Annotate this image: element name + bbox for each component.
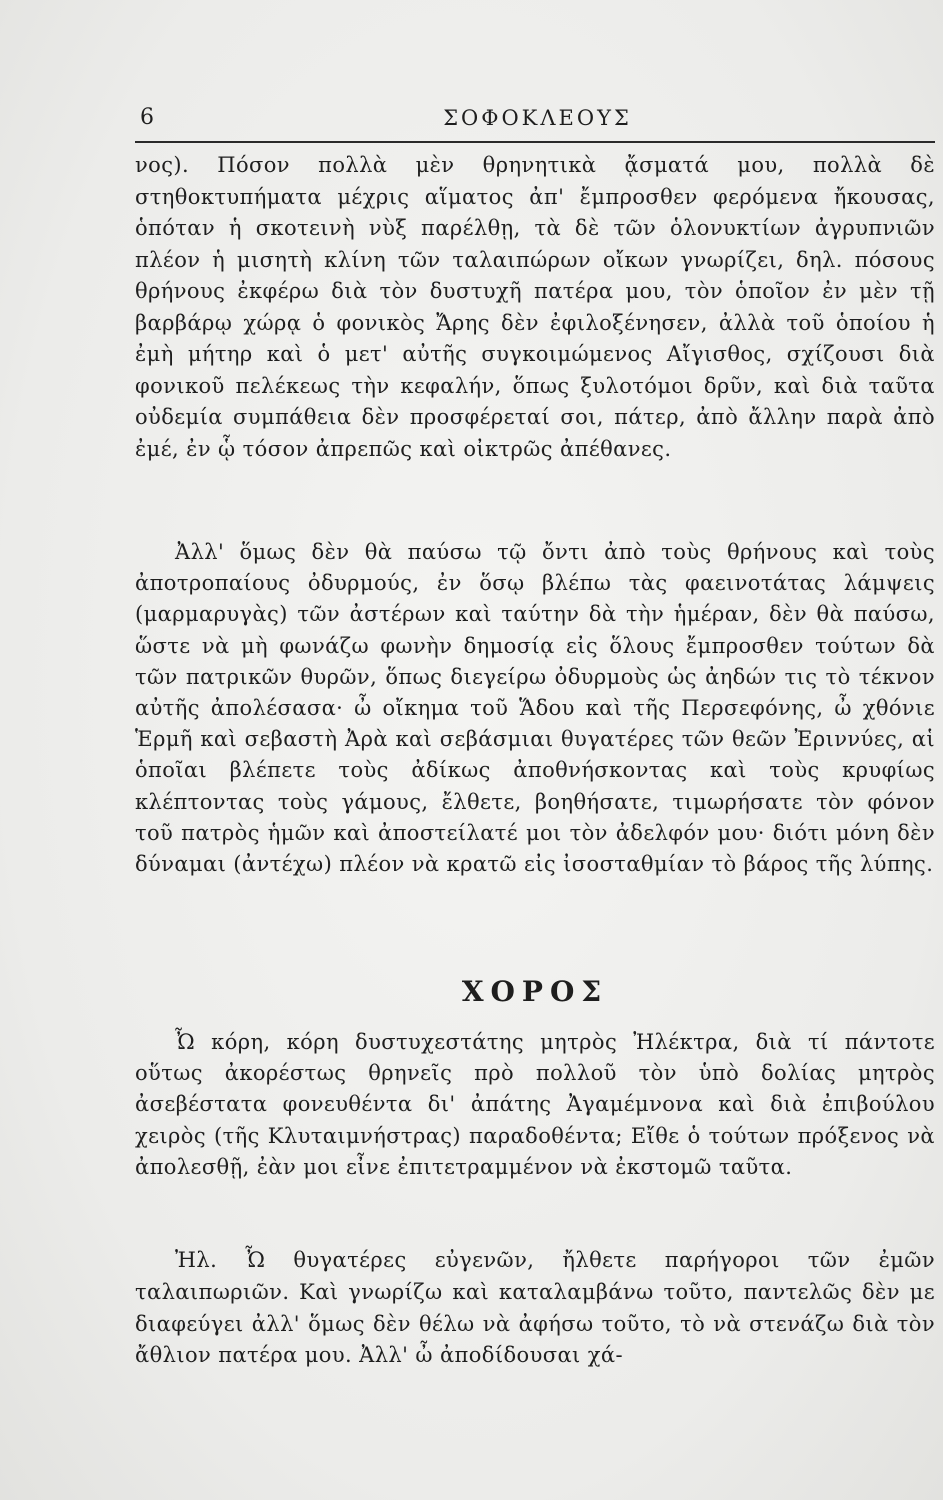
text-block-1 — [135, 150, 935, 465]
paragraph: Ἠλ. Ὦ θυγατέρες εὐγενῶν, ἤλθετε παρήγοροι τῶν ἐμῶν ταλαιπωριῶν. Καὶ γνωρίζω καὶ καταλαμβάνω τοῦτο, παντελῶς δὲν με διαφεύγει ἀλλ' ὅμως δὲν θέλω νὰ ἀφήσω τοῦτο, τὸ νὰ στενάζω διὰ τὸν ἄθλιον πατέρα μου. Ἀλλ' ὦ ἀποδίδουσαι χά- — [135, 1248, 935, 1368]
paragraph: Ὦ κόρη, κόρη δυστυχεστάτης μητρὸς Ἠλέκτρα, διὰ τί πάντοτε οὕτως ἀκορέστως θρηνεῖς πρὸ πολλοῦ τὸν ὑπὸ δολίας μητρὸς ἀσεβέστατα φονευθέντα δι' ἀπάτης Ἀγαμέμνονα καὶ διὰ ἐπιβούλου χειρὸς (τῆς Κλυταιμνήστρας) παραδοθέντα; Εἴθε ὁ τούτων πρόξενος νὰ ἀπολεσθῇ, ἐὰν μοι εἶνε ἐπιτετραμμένον νὰ ἐκστομῶ ταῦτα. — [135, 1030, 935, 1179]
text-block-3 — [135, 1027, 935, 1183]
page-header — [140, 98, 935, 138]
running-title: ΣΟΦΟΚΛΕΟΥΣ — [443, 106, 632, 130]
page-number: 6 — [140, 105, 154, 130]
section-heading: ΧΟΡΟΣ — [461, 975, 609, 1008]
text-block-2 — [135, 537, 935, 880]
header-rule — [135, 141, 935, 143]
paragraph: Ἀλλ' ὅμως δὲν θὰ παύσω τῷ ὄντι ἀπὸ τοὺς θρήνους καὶ τοὺς ἀποτροπαίους ὀδυρμούς, ἐν ὅσῳ βλέπω τὰς φαεινοτάτας λάμψεις (μαρμαρυγὰς) τῶν ἀστέρων καὶ ταύτην δὰ τὴν ἡμέραν, δὲν θὰ παύσω, ὥστε νὰ μὴ φωνάζω φωνὴν δημοσίᾳ εἰς ὅλους ἔμπροσθεν τούτων δὰ τῶν πατρικῶν θυρῶν, ὅπως διεγείρω ὀδυρμοὺς ὡς ἀηδών τις τὸ τέκνον αὐτῆς ἀπολέσασα· ὦ οἴκημα τοῦ Ἅδου καὶ τῆς Περσεφόνης, ὦ χθόνιε Ἑρμῆ καὶ σεβαστὴ Ἀρὰ καὶ σεβάσμιαι θυγατέρες τῶν θεῶν Ἐριννύες, αἱ ὁποῖαι βλέπετε τοὺς ἀδίκως ἀποθνήσκοντας καὶ τοὺς κρυφίως κλέπτοντας τοὺς γάμους, ἔλθετε, βοηθήσατε, τιμωρήσατε τὸν φόνον τοῦ πατρὸς ἡμῶν καὶ ἀποστείλατέ μοι τὸν ἀδελφόν μου· διότι μόνη δὲν δύναμαι (ἀντέχω) πλέον νὰ κρατῶ εἰς ἰσοσταθμίαν τὸ βάρος τῆς λύπης. — [135, 540, 935, 877]
paragraph-continuation: νος). Πόσον πολλὰ μὲν θρηνητικὰ ᾄσματά μου, πολλὰ δὲ στηθοκτυπήματα μέχρις αἵματος ἀπ' ἔμπροσθεν φερόμενα ἤκουσας, ὁπόταν ἡ σκοτεινὴ νὺξ παρέλθῃ, τὰ δὲ τῶν ὁλονυκτίων ἀγρυπνιῶν πλέον ἡ μισητὴ κλίνη τῶν ταλαιπώρων οἴκων γνωρίζει, δηλ. πόσους θρήνους ἐκφέρω διὰ τὸν δυστυχῆ πατέρα μου, τὸν ὁποῖον ἐν μὲν τῇ βαρβάρῳ χώρᾳ ὁ φονικὸς Ἄρης δὲν ἐφιλοξένησεν, ἀλλὰ τοῦ ὁποίου ἡ ἐμὴ μήτηρ καὶ ὁ μετ' αὐτῆς συγκοιμώμενος Αἴγισθος, σχίζουσι διὰ φονικοῦ πελέκεως τὴν κεφαλήν, ὅπως ξυλοτόμοι δρῦν, καὶ διὰ ταῦτα οὐδεμία συμπάθεια δὲν προσφέρεταί σοι, πάτερ, ἀπὸ ἄλλην παρὰ ἀπὸ ἐμέ, ἐν ᾧ τόσον ἀπρεπῶς καὶ οἰκτρῶς ἀπέθανες. — [135, 153, 935, 461]
text-block-4 — [135, 1245, 935, 1372]
